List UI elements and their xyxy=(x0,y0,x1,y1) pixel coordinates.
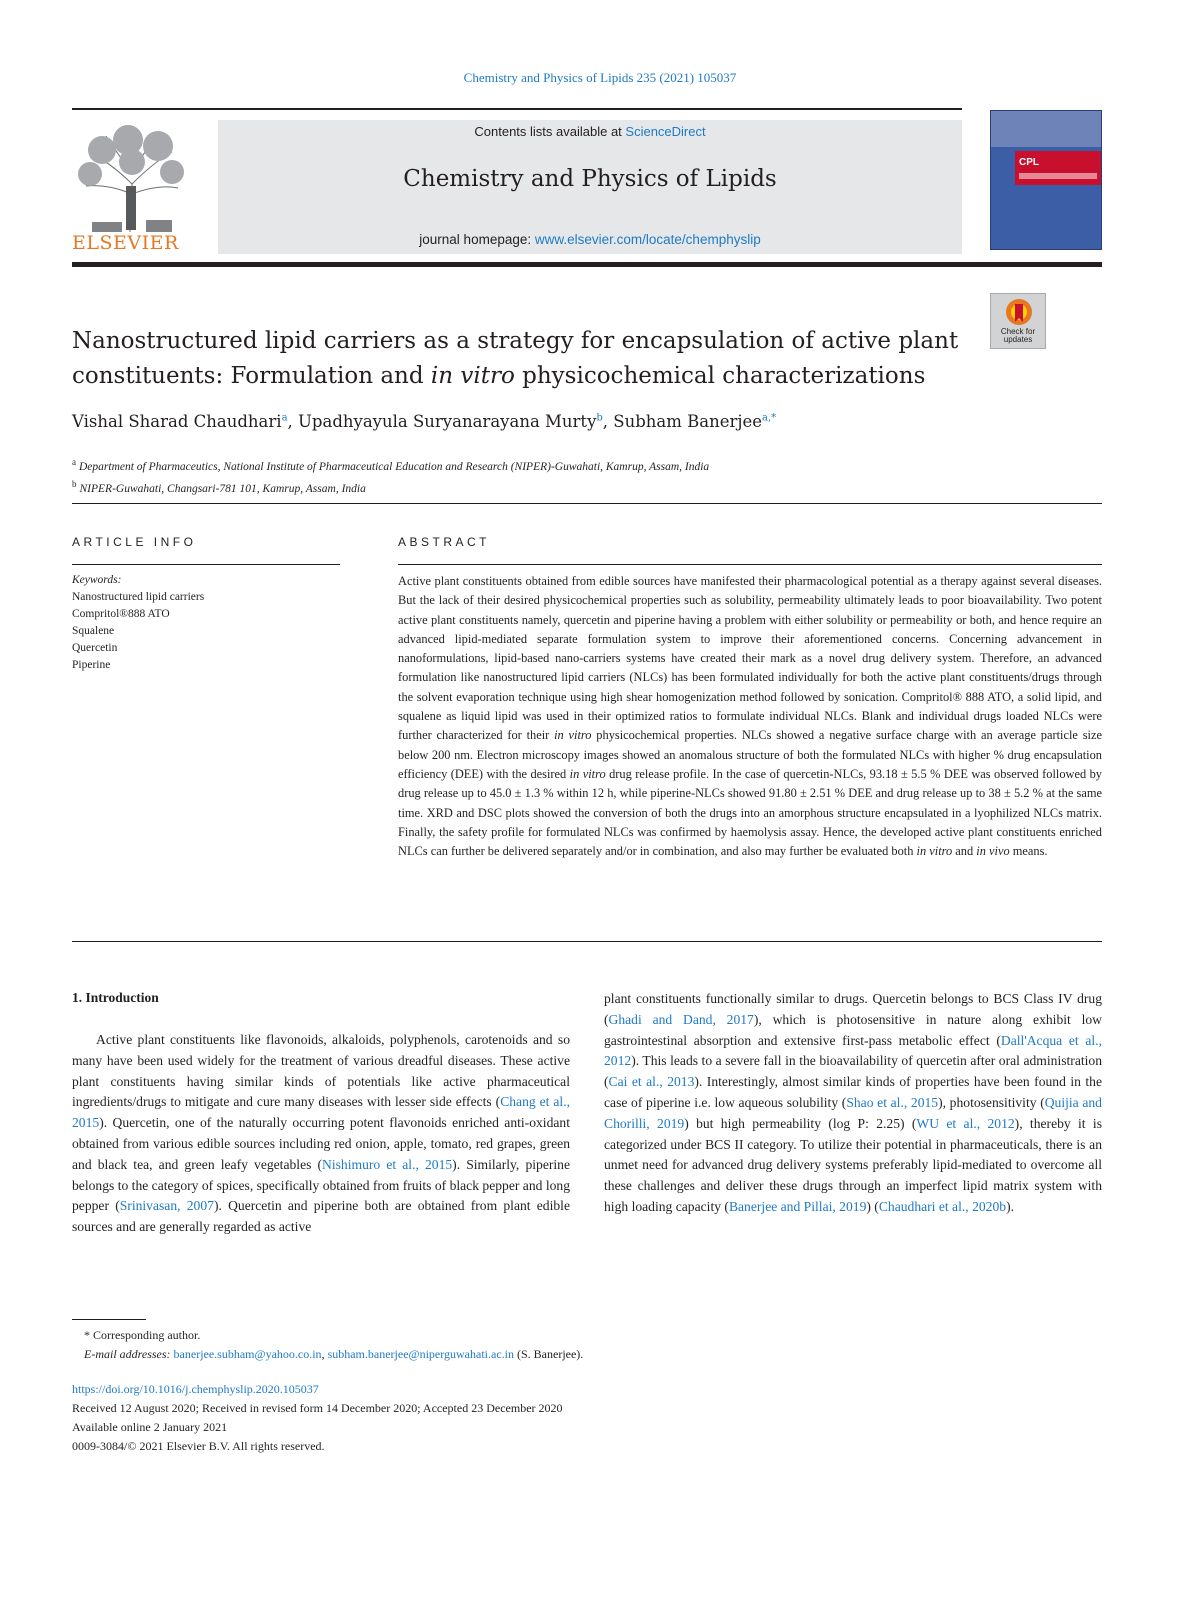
keyword-item: Quercetin xyxy=(72,642,118,654)
email-link[interactable]: subham.banerjee@niperguwahati.ac.in xyxy=(327,1347,514,1361)
intro-right-column: plant constituents functionally similar to drugs. Quercetin belongs to BCS Class IV drug (Ghadi and Dand, 2017), which is photosensitive in nature along exhibit low gastrointestinal absorption and extensive first-pass metabolic effect (Dall'Acqua et al., 2012). This leads to a severe fall in the bioavailability of quercetin after oral administration (Cai et al., 2013). Interestingly, almost similar kinds of properties have been found in the case of piperine i.e. low aqueous solubility (Shao et al., 2015), photosensitivity (Quijia and Chorilli, 2019) but high permeability (log P: 2.25) (WU et al., 2012), thereby it is categorized under BCS II category. To utilize their potential in pharmaceuticals, there is an unmet need for advanced drug delivery systems preferably lipid-mediated to overcome all these challenges and deliver these drugs through an imperfect lipid matrix system with high loading capacity (Banerjee and Pillai, 2019) (Chaudhari et al., 2020b). xyxy=(604,991,1103,1214)
intro-left-column: Active plant constituents like flavonoids, alkaloids, polyphenols, carotenoids and so many have been used widely for the treatment of various dreadful diseases. These active plant constituents having similar kinds of potentials like active pharmaceutical ingredients/drugs to mitigate and cure many diseases with lesser side effects (Chang et al., 2015). Quercetin, one of the naturally occurring potent flavonoids enriched anti-oxidant obtained from various edible sources including red onion, apple, tomato, red grapes, green and black tea, and green leafy vegetables (Nishimuro et al., 2015). Similarly, piperine belongs to the category of spices, specifically obtained from fruits of black pepper and long pepper (Srinivasan, 2007). Quercetin and piperine both are obtained from plant edible sources and are generally regarded as active xyxy=(72,1032,570,1235)
footnote-rule xyxy=(72,1319,146,1320)
keywords-heading: Keywords: xyxy=(72,574,122,586)
publication-info xyxy=(72,1380,1102,1456)
publisher-wordmark[interactable]: ELSEVIER xyxy=(72,232,179,254)
citation-link[interactable]: Chaudhari et al., 2020b xyxy=(878,1198,1007,1214)
keyword-item: Piperine xyxy=(72,659,111,671)
check-badge-line2: updates xyxy=(1003,335,1033,344)
citation-link[interactable]: Banerjee and Pillai, 2019 xyxy=(728,1198,867,1214)
doi-link[interactable]: https://doi.org/10.1016/j.chemphyslip.2020.105037 xyxy=(72,1382,319,1396)
keywords-list xyxy=(72,572,340,674)
cover-title-band xyxy=(1015,151,1101,185)
citation-link[interactable]: Shao et al., 2015 xyxy=(846,1094,939,1110)
journal-homepage-link[interactable]: www.elsevier.com/locate/chemphyslip xyxy=(534,232,761,247)
author-list: Vishal Sharad Chaudhari$^a$, Upadhyayula Suryanarayana Murty$^b$, Subham Banerjee$^{a,*}$ xyxy=(72,412,777,431)
citation-link[interactable]: Nishimuro et al., 2015 xyxy=(322,1156,453,1172)
check-for-updates-badge[interactable] xyxy=(990,293,1046,349)
citation-link[interactable]: WU et al., 2012 xyxy=(916,1115,1015,1131)
article-title: Nanostructured lipid carriers as a strategy for encapsulation of active plant constituents: Formulation and in vitro physicochemical characterizations xyxy=(72,328,959,389)
check-updates-icon xyxy=(991,294,1047,330)
homepage-line: journal homepage: www.elsevier.com/locate/chemphyslip xyxy=(419,232,761,247)
running-head[interactable]: Chemistry and Physics of Lipids 235 (2021) 105037 xyxy=(463,70,737,85)
keyword-item: Compritol®888 ATO xyxy=(72,608,170,620)
sciencedirect-link[interactable]: ScienceDirect xyxy=(625,124,706,139)
author-affiliation-mark[interactable]: b xyxy=(596,412,603,424)
cover-code: CPL xyxy=(1019,157,1039,168)
email-link[interactable]: banerjee.subham@yahoo.co.in xyxy=(173,1347,322,1361)
divider xyxy=(72,564,340,565)
divider xyxy=(72,503,1102,504)
keyword-item: Squalene xyxy=(72,625,115,637)
affiliations xyxy=(72,454,972,498)
abstract-text: Active plant constituents obtained from edible sources have manifested their pharmacological potential as a therapy against several diseases. But the lack of their desired physicochemical properties such as solubility, permeability ultimately leads to poor bioavailability. Two potent active plant constituents namely, quercetin and piperine having a problem with either solubility or permeability or both, and hence require an advanced lipid-mediated separate formulation system to improve their aforementioned concerns. Concerning advancement in nanoformulations, lipid-based nano-carriers systems have created their mark as a novel drug delivery system. Therefore, an advanced formulation like nanostructured lipid carriers (NLCs) has been formulated individually for both the active plant constituents/drugs through the solvent evaporation technique using high shear homogenization method followed by sonication. Compritol® 888 ATO, a solid lipid, and squalene as liquid lipid was used in their optimized ratios to formulate individual NLCs. Blank and individual drugs loaded NLCs were further characterized for their in vitro physicochemical properties. NLCs showed a negative surface charge with an average particle size below 200 nm. Electron microscopy images showed an anomalous structure of both the formulated NLCs with higher % drug encapsulation efficiency (DEE) with the desired in vitro drug release profile. In the case of quercetin-NLCs, 93.18 ± 5.5 % DEE was observed followed by drug release up to 45.0 ± 1.3 % within 12 h, while piperine-NLCs showed 91.80 ± 2.51 % DEE and drug release up to 38 ± 5.2 % at the same time. XRD and DSC plots showed the conversion of both the drugs into an amorphous structure encapsulated in a lyophilized NLCs matrix. Finally, the safety profile for formulated NLCs was confirmed by haemolysis assay. Hence, the developed active plant constituents enriched NLCs can further be delivered separately and/or in combination, and also may further be evaluated both in vitro and in vivo means. xyxy=(398,574,1102,859)
affiliation-item: $^b$ NIPER-Guwahati, Changsari-781 101, Kamrup, Assam, India xyxy=(72,478,366,495)
copyright-line: 0009-3084/© 2021 Elsevier B.V. All rights reserved. xyxy=(72,1439,325,1453)
citation-link[interactable]: Cai et al., 2013 xyxy=(608,1074,695,1090)
cover-subtitle-bar xyxy=(1019,173,1097,179)
author-name[interactable]: Subham Banerjee xyxy=(613,412,763,431)
citation-link[interactable]: Quijia and Chorilli, 2019 xyxy=(604,1094,1102,1131)
author-name[interactable]: Vishal Sharad Chaudhari xyxy=(72,412,282,431)
article-info-label: ARTICLE INFO xyxy=(72,535,197,549)
citation-link[interactable]: Chang et al., 2015 xyxy=(72,1094,570,1131)
citation-link[interactable]: Dall'Acqua et al., 2012 xyxy=(604,1032,1103,1069)
email-line: E-mail addresses: banerjee.subham@yahoo.co.in, subham.banerjee@niperguwahati.ac.in (S. Banerjee). xyxy=(84,1347,584,1361)
divider xyxy=(398,564,1102,565)
check-badge-line1: Check for xyxy=(1000,327,1036,336)
journal-info-box xyxy=(218,120,962,254)
author-affiliation-mark[interactable]: a,* xyxy=(762,412,777,424)
footnotes xyxy=(72,1326,1102,1364)
section-heading-introduction: 1. Introduction xyxy=(72,990,159,1005)
keyword-item: Nanostructured lipid carriers xyxy=(72,591,205,603)
divider xyxy=(72,941,1102,942)
available-online: Available online 2 January 2021 xyxy=(72,1420,228,1434)
journal-name: Chemistry and Physics of Lipids xyxy=(403,166,777,192)
received-dates: Received 12 August 2020; Received in revised form 14 December 2020; Accepted 23 December 2020 xyxy=(72,1401,563,1415)
masthead-bottom-rule xyxy=(72,262,1102,267)
abstract-label: ABSTRACT xyxy=(398,535,491,549)
citation-link[interactable]: Srinivasan, 2007 xyxy=(119,1198,214,1214)
cover-header xyxy=(991,111,1101,147)
contents-line: Contents lists available at ScienceDirect xyxy=(474,124,706,139)
author-affiliation-mark[interactable]: a xyxy=(281,412,288,424)
affiliation-item: $^a$ Department of Pharmaceutics, National Institute of Pharmaceutical Education and Research (NIPER)-Guwahati, Kamrup, Assam, India xyxy=(72,457,710,473)
journal-cover-thumbnail[interactable] xyxy=(990,110,1102,250)
author-name[interactable]: Upadhyayula Suryanarayana Murty xyxy=(298,412,597,431)
corresponding-author-note: * Corresponding author. xyxy=(84,1328,201,1342)
citation-link[interactable]: Ghadi and Dand, 2017 xyxy=(608,1011,754,1027)
